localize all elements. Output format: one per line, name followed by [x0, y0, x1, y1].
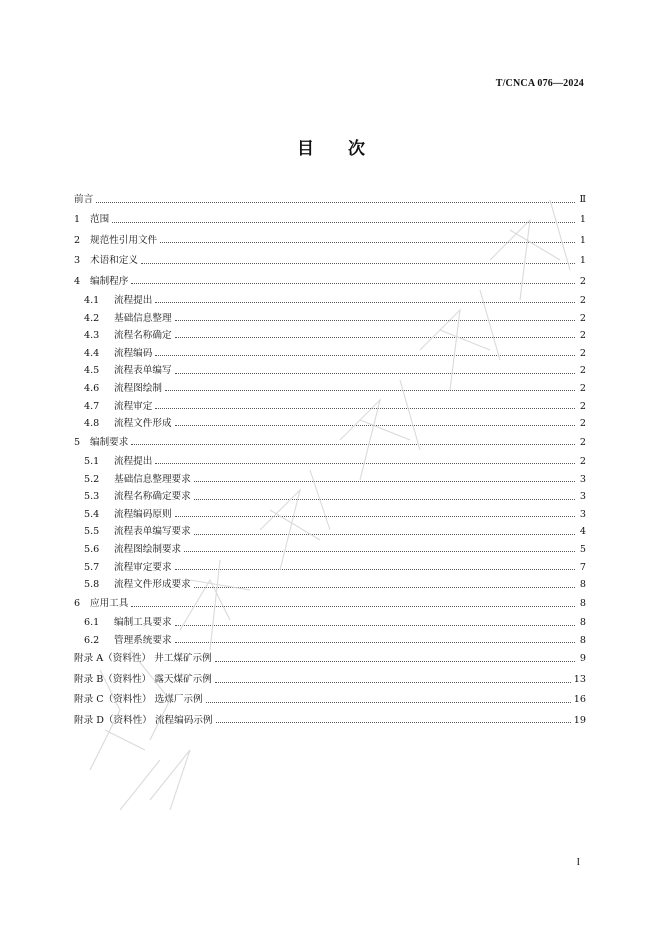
- toc-entry-number: 5.8: [84, 579, 100, 591]
- toc-entry-label: 范围: [90, 214, 110, 226]
- toc-entry[interactable]: [74, 576, 586, 594]
- toc-entry-page: 3: [579, 491, 586, 503]
- toc-entry[interactable]: [74, 523, 586, 541]
- toc-entry-number: 4.2: [84, 312, 100, 324]
- toc-entry-number: 5.1: [84, 456, 100, 468]
- toc-entry-number: 5.6: [84, 544, 100, 556]
- toc-entry-label: 编制工具要求: [114, 617, 172, 629]
- toc-entry-page: 1: [579, 255, 586, 267]
- toc-entry-number: 5.7: [84, 561, 100, 573]
- toc-entry[interactable]: [74, 632, 586, 650]
- toc-entry-page: 2: [579, 456, 586, 468]
- toc-entry-label: 基础信息整理: [114, 312, 172, 324]
- toc-entry[interactable]: [74, 433, 586, 453]
- toc-entry-label: 流程表单编写: [114, 365, 172, 377]
- toc-entry-label: 术语和定义: [90, 255, 138, 267]
- toc-entry[interactable]: [74, 398, 586, 416]
- toc-entry-label: 附录 A（资料性） 井工煤矿示例: [74, 653, 212, 665]
- table-of-contents: [74, 190, 586, 731]
- toc-entry-number: 2: [74, 234, 81, 246]
- toc-entry-number: 5.5: [84, 526, 100, 538]
- toc-leader-dots: [160, 242, 575, 243]
- toc-entry-number: 5: [74, 436, 81, 448]
- toc-entry[interactable]: [74, 231, 586, 251]
- toc-entry-page: 2: [579, 365, 586, 377]
- toc-entry-page: 13: [573, 673, 586, 685]
- toc-appendix-entry[interactable]: [74, 690, 586, 710]
- toc-entry-number: 5.2: [84, 473, 100, 485]
- toc-entry-page: 2: [579, 382, 586, 394]
- toc-entry-label: 流程名称确定: [114, 330, 172, 342]
- toc-leader-dots: [131, 444, 575, 445]
- toc-entry-page: 2: [579, 275, 586, 287]
- toc-entry[interactable]: [74, 614, 586, 632]
- toc-entry-number: 6.1: [84, 617, 100, 629]
- toc-entry[interactable]: [74, 488, 586, 506]
- toc-entry[interactable]: [74, 506, 586, 524]
- toc-entry-number: 5.3: [84, 491, 100, 503]
- toc-entry-number: 5.4: [84, 508, 100, 520]
- toc-leader-dots: [215, 682, 571, 683]
- toc-entry[interactable]: [74, 292, 586, 310]
- toc-entry-number: 4: [74, 275, 81, 287]
- toc-leader-dots: [206, 702, 571, 703]
- toc-title-char-1: 目: [297, 139, 314, 159]
- toc-entry-page: 2: [579, 347, 586, 359]
- toc-entry-page: 3: [579, 508, 586, 520]
- toc-leader-dots: [175, 642, 575, 643]
- toc-entry-page: 8: [579, 597, 586, 609]
- toc-entry-label: 编制要求: [90, 436, 129, 448]
- toc-entry-label: 附录 B（资料性） 露天煤矿示例: [74, 673, 212, 685]
- toc-entry-page: 3: [579, 473, 586, 485]
- toc-leader-dots: [175, 516, 575, 517]
- toc-title-char-2: 次: [348, 139, 365, 159]
- toc-entry-label: 附录 C（资料性） 选煤厂示例: [74, 694, 203, 706]
- toc-entry-number: 6.2: [84, 634, 100, 646]
- toc-entry-page: 1: [579, 234, 586, 246]
- toc-entry-label: 流程名称确定要求: [114, 491, 191, 503]
- toc-entry-number: 6: [74, 597, 81, 609]
- toc-entry-label: 流程图绘制要求: [114, 544, 182, 556]
- document-code: T/CNCA 076—2024: [495, 78, 584, 89]
- toc-entry-page: 7: [579, 561, 586, 573]
- toc-entry-page: 2: [579, 400, 586, 412]
- toc-entry-number: 4.8: [84, 418, 100, 430]
- toc-leader-dots: [215, 661, 575, 662]
- toc-leader-dots: [216, 722, 571, 723]
- toc-entry-number: 3: [74, 255, 81, 267]
- toc-leader-dots: [155, 408, 575, 409]
- toc-entry-page: 2: [579, 312, 586, 324]
- toc-entry-page: 4: [579, 526, 586, 538]
- toc-entry[interactable]: [74, 190, 586, 210]
- toc-entry-label: 流程图绘制: [114, 382, 162, 394]
- toc-entry-number: 4.4: [84, 347, 100, 359]
- toc-entry-label: 流程审定要求: [114, 561, 172, 573]
- toc-entry-page: 16: [573, 694, 586, 706]
- toc-leader-dots: [184, 551, 575, 552]
- toc-entry[interactable]: [74, 362, 586, 380]
- toc-entry-page: Ⅱ: [579, 194, 586, 205]
- toc-entry-page: 2: [579, 436, 586, 448]
- toc-entry[interactable]: [74, 415, 586, 433]
- toc-entry[interactable]: [74, 559, 586, 577]
- toc-entry[interactable]: [74, 210, 586, 230]
- toc-leader-dots: [194, 481, 575, 482]
- toc-entry-label: 流程表单编写要求: [114, 526, 191, 538]
- toc-entry[interactable]: [74, 594, 586, 614]
- toc-entry-label: 流程提出: [114, 456, 153, 468]
- toc-entry[interactable]: [74, 453, 586, 471]
- toc-entry-number: 4.3: [84, 330, 100, 342]
- page-number: I: [576, 857, 580, 868]
- toc-entry-label: 应用工具: [90, 597, 129, 609]
- toc-entry-label: 流程编码原则: [114, 508, 172, 520]
- toc-entry-label: 编制程序: [90, 275, 129, 287]
- toc-leader-dots: [175, 569, 575, 570]
- toc-leader-dots: [155, 355, 575, 356]
- toc-leader-dots: [175, 425, 575, 426]
- toc-leader-dots: [165, 390, 575, 391]
- toc-leader-dots: [131, 283, 575, 284]
- toc-entry-page: 2: [579, 330, 586, 342]
- toc-leader-dots: [175, 337, 575, 338]
- toc-entry[interactable]: [74, 541, 586, 559]
- toc-entry-page: 8: [579, 579, 586, 591]
- toc-entry-number: 4.1: [84, 294, 100, 306]
- toc-entry-page: 2: [579, 418, 586, 430]
- toc-leader-dots: [194, 587, 575, 588]
- toc-entry-label: 流程提出: [114, 294, 153, 306]
- toc-appendix-entry[interactable]: [74, 711, 586, 731]
- toc-leader-dots: [175, 625, 575, 626]
- toc-entry-number: 4.6: [84, 382, 100, 394]
- toc-entry-number: 4.5: [84, 365, 100, 377]
- toc-entry-page: 19: [573, 714, 586, 726]
- toc-leader-dots: [96, 202, 575, 203]
- toc-entry-page: 5: [579, 544, 586, 556]
- toc-entry-label: 附录 D（资料性） 流程编码示例: [74, 714, 213, 726]
- toc-title: [0, 134, 662, 159]
- toc-entry-label: 管理系统要求: [114, 634, 172, 646]
- toc-entry-page: 8: [579, 617, 586, 629]
- toc-entry-page: 2: [579, 294, 586, 306]
- toc-appendix-entry[interactable]: [74, 670, 586, 690]
- toc-entry-label: 流程文件形成要求: [114, 579, 191, 591]
- toc-entry-page: 8: [579, 634, 586, 646]
- toc-leader-dots: [155, 463, 575, 464]
- toc-entry[interactable]: [74, 310, 586, 328]
- toc-entry-label: 流程审定: [114, 400, 153, 412]
- toc-entry[interactable]: [74, 345, 586, 363]
- toc-entry-label: 前言: [74, 194, 94, 205]
- toc-leader-dots: [175, 373, 575, 374]
- toc-leader-dots: [175, 320, 575, 321]
- toc-leader-dots: [155, 302, 575, 303]
- toc-entry-label: 基础信息整理要求: [114, 473, 191, 485]
- toc-leader-dots: [141, 263, 575, 264]
- toc-entry[interactable]: [74, 471, 586, 489]
- toc-appendix-entry[interactable]: [74, 649, 586, 669]
- toc-entry-label: 流程文件形成: [114, 418, 172, 430]
- toc-entry-number: 1: [74, 214, 81, 226]
- toc-leader-dots: [112, 222, 575, 223]
- toc-entry-page: 9: [579, 653, 586, 665]
- toc-entry-number: 4.7: [84, 400, 100, 412]
- toc-entry[interactable]: [74, 272, 586, 292]
- toc-entry-label: 规范性引用文件: [90, 234, 158, 246]
- toc-leader-dots: [194, 499, 575, 500]
- toc-entry[interactable]: [74, 380, 586, 398]
- toc-leader-dots: [194, 534, 575, 535]
- toc-entry[interactable]: [74, 251, 586, 271]
- toc-entry[interactable]: [74, 327, 586, 345]
- toc-leader-dots: [131, 606, 575, 607]
- toc-entry-page: 1: [579, 214, 586, 226]
- toc-entry-label: 流程编码: [114, 347, 153, 359]
